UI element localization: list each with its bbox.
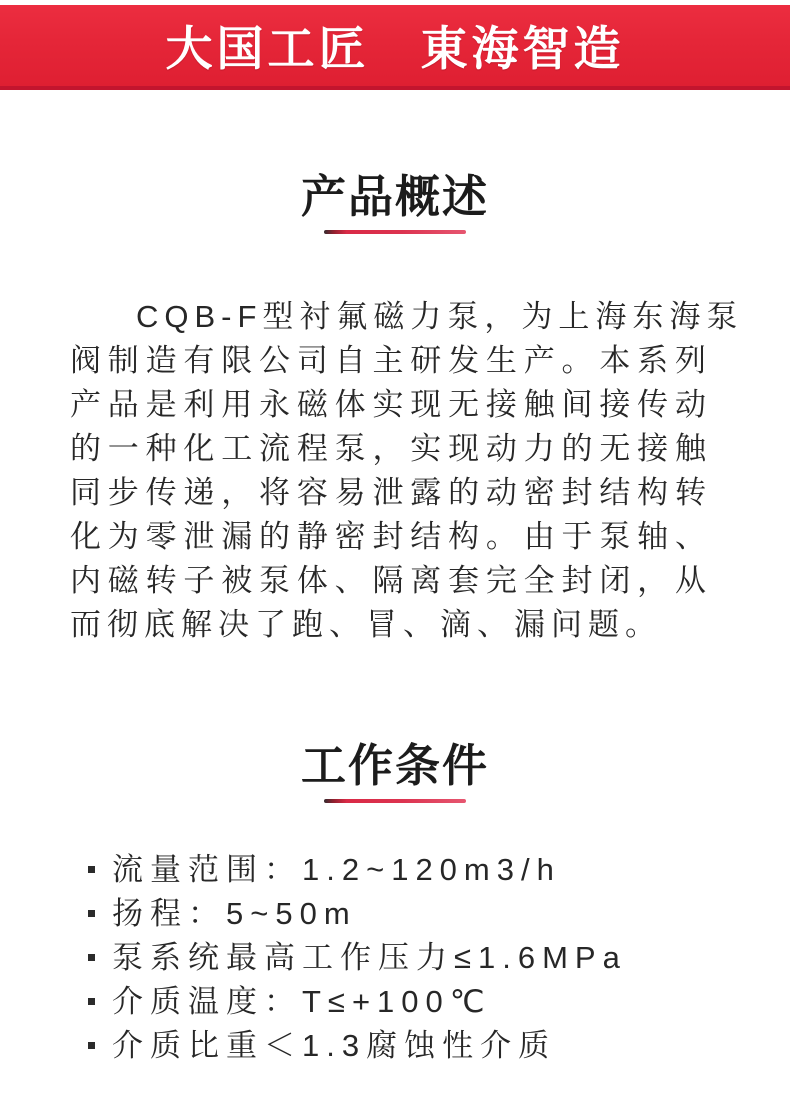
paragraph-line: 产品是利用永磁体实现无接触间接传动 (70, 387, 712, 422)
bullet-dot-icon (88, 954, 95, 961)
brand-banner (0, 5, 790, 90)
section-title-conditions: 工作条件 (300, 740, 489, 791)
paragraph-line: 内磁转子被泵体、隔离套完全封闭，从 (70, 563, 712, 598)
bullet-text: 流量范围：1.2~120m3/h (112, 852, 561, 887)
bullet-dot-icon (88, 998, 95, 1005)
list-item (0, 1024, 790, 1068)
bullet-dot-icon (88, 910, 95, 917)
paragraph-line: 化为零泄漏的静密封结构。由于泵轴、 (70, 519, 712, 554)
title-underline-overview (324, 230, 466, 234)
bullet-text: 介质比重＜1.3腐蚀性介质 (112, 1028, 557, 1063)
list-item (0, 892, 790, 936)
bullet-text: 泵系统最高工作压力≤1.6MPa (112, 940, 627, 975)
bullet-text: 扬程：5~50m (112, 896, 357, 931)
conditions-list (0, 848, 790, 1068)
section-title-overview: 产品概述 (300, 171, 489, 222)
overview-paragraph (70, 295, 744, 647)
bullet-dot-icon (88, 866, 95, 873)
paragraph-line: 而彻底解决了跑、冒、滴、漏问题。 (70, 607, 662, 642)
bullet-text: 介质温度：T≤+100℃ (112, 984, 492, 1019)
list-item (0, 936, 790, 980)
paragraph-line: 同步传递，将容易泄露的动密封结构转 (70, 475, 712, 510)
paragraph-line: 阀制造有限公司自主研发生产。本系列 (70, 343, 712, 378)
paragraph-line: CQB-F型衬氟磁力泵，为上海东海泵 (136, 299, 744, 334)
list-item (0, 848, 790, 892)
title-underline-conditions (324, 799, 466, 803)
paragraph-line: 的一种化工流程泵，实现动力的无接触 (70, 431, 712, 466)
list-item (0, 980, 790, 1024)
bullet-dot-icon (88, 1042, 95, 1049)
banner-title: 大国工匠 東海智造 (165, 22, 625, 75)
